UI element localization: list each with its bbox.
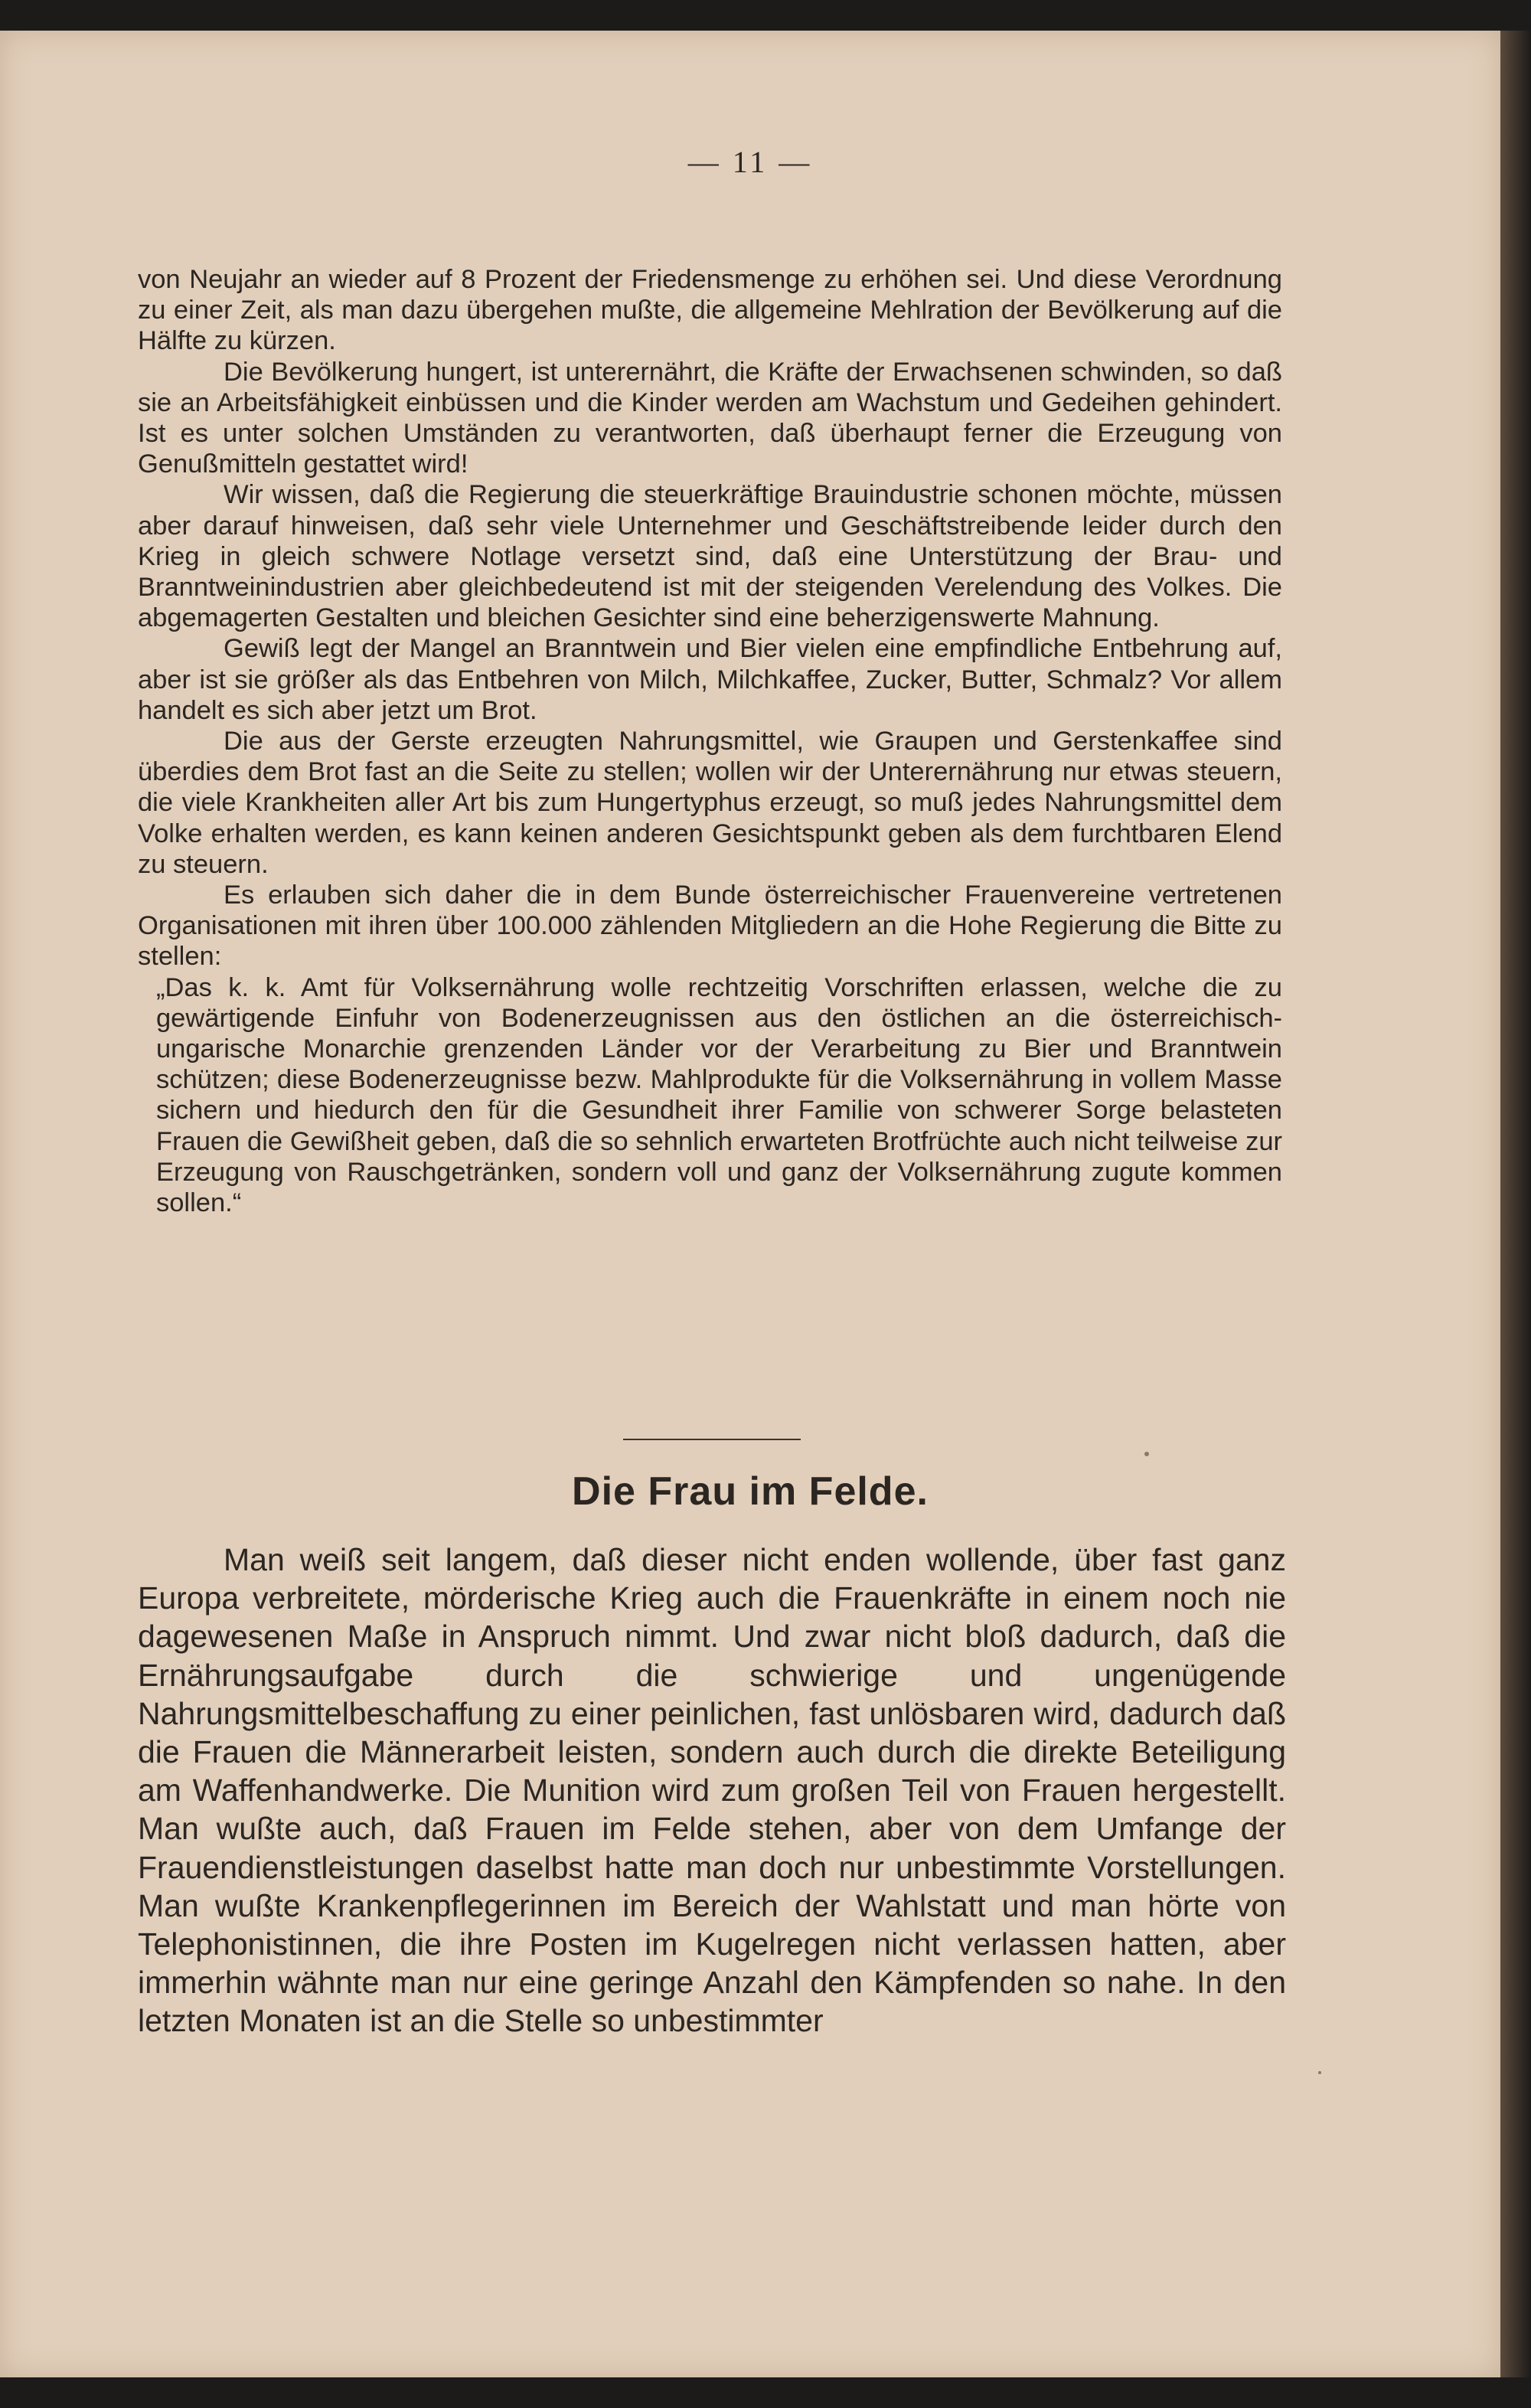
section-divider xyxy=(623,1439,801,1440)
paper-speck xyxy=(1144,1452,1149,1456)
paragraph: Wir wissen, daß die Regierung die steuerkräftige Brauindustrie schonen möchte, müssen aber darauf hinweisen, daß sehr viele Unternehmer und Geschäftstreibende leider durch den Krieg in gleich schwere Notlage versetzt sind, daß eine Unterstützung der Brau- und Branntweinindustrien aber gleichbedeutend ist mit der steigenden Verelendung des Volkes. Die abgemagerten Gestalten und bleichen Gesichter sind eine beherzigenswerte Mahnung. xyxy=(138,480,1282,633)
paper-speck xyxy=(1318,2071,1321,2074)
page-number: — 11 — xyxy=(687,145,813,179)
paragraph: Die Bevölkerung hungert, ist unterernährt, die Kräfte der Erwachsenen schwinden, so daß sie an Arbeitsfähigkeit einbüssen und die Kinder werden am Wachstum und Gedeihen gehindert. Ist es unter solchen Umständen zu verantworten, daß überhaupt ferner die Erzeugung von Genußmitteln gestattet wird! xyxy=(138,357,1282,479)
article-frau-im-felde-text xyxy=(138,1541,1286,2040)
paragraph: Man weiß seit langem, daß dieser nicht enden wollende, über fast ganz Europa verbreitete, mörderische Krieg auch die Frauenkräfte in einem noch nie dagewesenen Maße in Anspruch nimmt. Und zwar nicht bloß dadurch, daß die Ernährungsaufgabe durch die schwierige und ungenügende Nahrungsmittelbeschaffung zu einer peinlichen, fast unlösbaren wird, dadurch daß die Frauen die Männerarbeit leisten, sondern auch durch die direkte Beteiligung am Waffenhandwerke. Die Munition wird zum großen Teil von Frauen hergestellt. Man wußte auch, daß Frauen im Felde stehen, aber von dem Umfange der Frauendienstleistungen daselbst hatte man doch nur unbestimmte Vorstellungen. Man wußte Krankenpflegerinnen im Bereich der Wahlstatt und man hörte von Telephonistinnen, die ihre Posten im Kugelregen nicht verlassen hatten, aber immerhin wähnte man nur eine geringe Anzahl den Kämpfenden so nahe. In den letzten Monaten ist an die Stelle so unbestimmter xyxy=(138,1542,1286,2039)
paragraph: Gewiß legt der Mangel an Branntwein und Bier vielen eine empfindliche Entbehrung auf, aber ist sie größer als das Entbehren von Milch, Milchkaffee, Zucker, Butter, Schmalz? Vor allem handelt es sich aber jetzt um Brot. xyxy=(138,634,1282,725)
petition-quote: „Das k. k. Amt für Volksernährung wolle rechtzeitig Vorschriften erlassen, welche die zu gewärtigende Einfuhr von Bodenerzeugnissen aus den östlichen an die österreichisch-ungarische Monarchie grenzenden Länder vor der Verarbeitung zu Bier und Branntwein schützen; diese Bodenerzeugnisse bezw. Mahlprodukte für die Volksernährung in vollem Masse sichern und hiedurch den für die Gesundheit ihrer Familie von schwerer Sorge belasteten Frauen die Gewißheit geben, daß die so sehnlich erwarteten Brotfrüchte auch nicht teilweise zur Erzeugung von Rauschgetränken, sondern voll und ganz der Volksernährung zugute kommen sollen.“ xyxy=(156,972,1282,1218)
article-appeal-text xyxy=(138,264,1282,1218)
section-heading: Die Frau im Felde. xyxy=(572,1469,929,1514)
paragraph: von Neujahr an wieder auf 8 Prozent der Friedensmenge zu erhöhen sei. Und diese Verordnung zu einer Zeit, als man dazu übergehen mußte, die allgemeine Mehlration der Bevölkerung auf die Hälfte zu kürzen. xyxy=(138,265,1282,356)
paragraph: Es erlauben sich daher die in dem Bunde österreichischer Frauenvereine vertretenen Organisationen mit ihren über 100.000 zählenden Mitgliedern an die Hohe Regierung die Bitte zu stellen: xyxy=(138,881,1282,972)
page-edge-shadow xyxy=(1500,31,1531,2377)
paragraph: Die aus der Gerste erzeugten Nahrungsmittel, wie Graupen und Gerstenkaffee sind überdies dem Brot fast an die Seite zu stellen; wollen wir der Unterernährung nur etwas steuern, die viele Krankheiten aller Art bis zum Hungertyphus erzeugt, so muß jedes Nahrungsmittel dem Volke erhalten werden, es kann keinen anderen Gesichtspunkt geben als dem furchtbaren Elend zu steuern. xyxy=(138,727,1282,879)
